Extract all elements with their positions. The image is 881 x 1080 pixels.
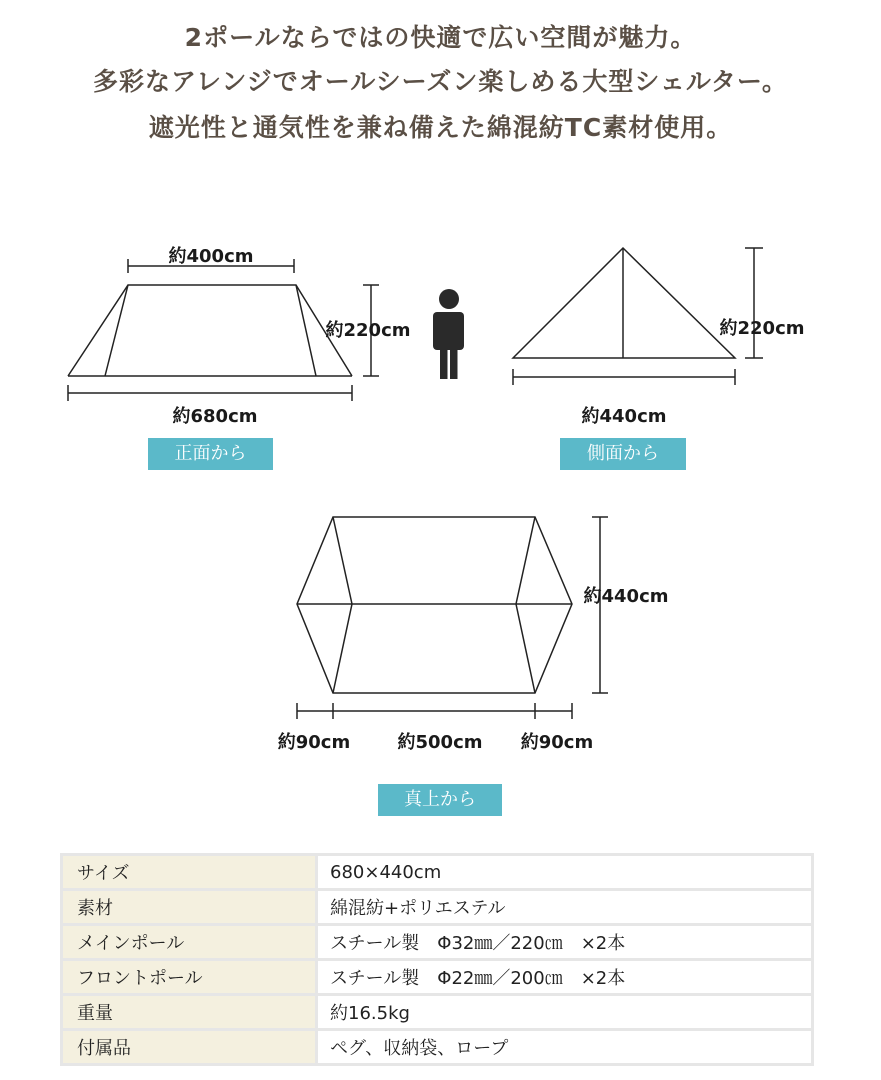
spec-key: メインポール (62, 925, 317, 960)
side-view-tag: 側面から (560, 438, 686, 470)
top-depth-label: 約440cm (583, 586, 669, 607)
headline-2: 多彩なアレンジでオールシーズン楽しめる大型シェルター。 (93, 67, 788, 96)
side-height-label: 約220cm (719, 318, 805, 339)
spec-key: サイズ (62, 855, 317, 890)
side-width-label: 約440cm (581, 406, 667, 427)
top-right-label: 約90cm (520, 732, 594, 753)
table-row (62, 855, 813, 890)
spec-key: フロントポール (62, 960, 317, 995)
table-row (62, 1030, 813, 1065)
spec-value: スチール製 Φ22㎜／200㎝ ×2本 (317, 960, 813, 995)
spec-value: ペグ、収納袋、ロープ (317, 1030, 813, 1065)
headline-3: 遮光性と通気性を兼ね備えた綿混紡TC素材使用。 (148, 113, 733, 142)
front-top-width-label: 約400cm (168, 246, 254, 267)
top-center-label: 約500cm (397, 732, 483, 753)
person-icon (433, 289, 464, 379)
spec-table (60, 853, 814, 1066)
spec-value: 約16.5kg (317, 995, 813, 1030)
top-view-drawing (297, 517, 608, 719)
table-row (62, 925, 813, 960)
spec-key: 素材 (62, 890, 317, 925)
table-row (62, 995, 813, 1030)
table-row (62, 960, 813, 995)
spec-value: 680×440cm (317, 855, 813, 890)
side-view-drawing (513, 248, 763, 385)
headline-1: 2ポールならではの快適で広い空間が魅力。 (184, 23, 697, 52)
spec-key: 重量 (62, 995, 317, 1030)
top-left-label: 約90cm (277, 732, 351, 753)
table-row (62, 890, 813, 925)
front-view-tag: 正面から (148, 438, 273, 470)
top-view-tag: 真上から (378, 784, 502, 816)
front-bottom-width-label: 約680cm (172, 406, 258, 427)
spec-value: 綿混紡+ポリエステル (317, 890, 813, 925)
spec-value: スチール製 Φ32㎜／220㎝ ×2本 (317, 925, 813, 960)
spec-key: 付属品 (62, 1030, 317, 1065)
front-height-label: 約220cm (325, 320, 411, 341)
